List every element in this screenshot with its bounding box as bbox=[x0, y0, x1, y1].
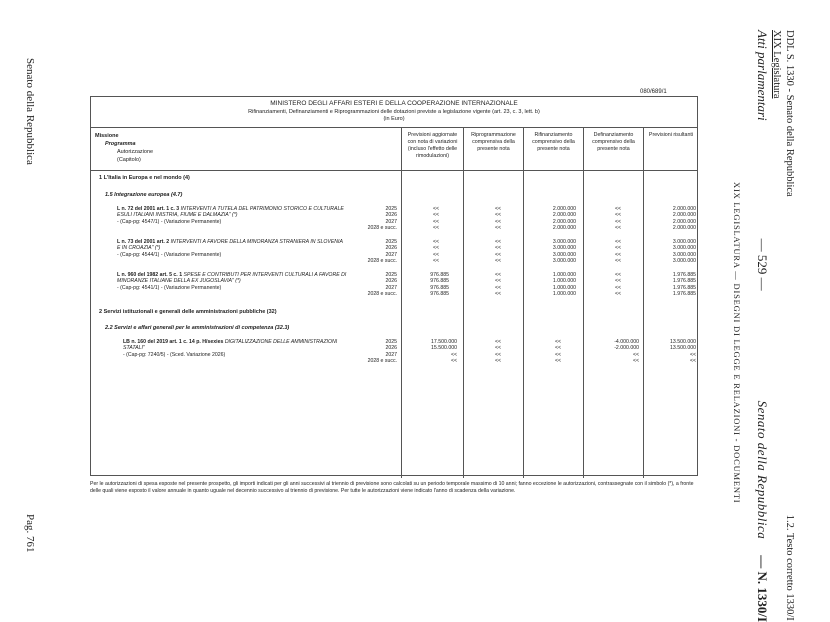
atti-label: Atti parlamentari bbox=[755, 30, 770, 121]
entry-title: SPESE E CONTRIBUTI PER INTERVENTI CULTURALI A FAVORE DI MINORANZE ITALIANE DELLA EX JUGOSLAVIA" (*) bbox=[117, 272, 347, 285]
entry-4-years bbox=[357, 339, 397, 365]
entry-1-c5 bbox=[651, 206, 696, 232]
cell-value: 3.000.000 bbox=[552, 258, 576, 265]
entry-1-c1 bbox=[409, 206, 439, 232]
entry-1-c4 bbox=[591, 206, 621, 232]
cell-value: << bbox=[614, 291, 621, 298]
year: 2027 bbox=[385, 251, 397, 258]
col-divider bbox=[401, 171, 402, 478]
cell-value: << bbox=[689, 358, 696, 365]
cell-value: << bbox=[614, 258, 621, 265]
cell-value: 1.976.885 bbox=[672, 278, 696, 285]
legislatura-label: XIX Legislatura bbox=[771, 30, 782, 99]
entry-cap: - (Cap-pg: 4547/1) - (Variazione Permanente) bbox=[117, 218, 222, 225]
table-subtitle: Rifinanziamenti, Definanziamenti e Riprogrammazioni delle dotazioni previste a legislazione vigente (art. 23, c. 3, lett. b) bbox=[248, 109, 540, 115]
entry-2-text bbox=[117, 239, 347, 258]
doc-id: 080/689/1 bbox=[640, 89, 667, 95]
cell-value: << bbox=[689, 351, 696, 358]
entry-cap: - (Cap-pg: 4544/1) - (Variazione Permanente) bbox=[117, 251, 222, 258]
cell-value: << bbox=[432, 239, 439, 245]
cell-value: << bbox=[614, 251, 621, 258]
entry-3-c3 bbox=[531, 272, 576, 298]
entry-title: INTERVENTI A FAVORE DELLA MINORANZA STRANIERA IN SLOVENIA E IN CROAZIA" (*) bbox=[117, 239, 343, 252]
cell-value: << bbox=[614, 278, 621, 285]
cell-value: << bbox=[432, 245, 439, 252]
col-divider bbox=[523, 171, 524, 478]
entry-2-c4 bbox=[591, 239, 621, 265]
cell-value: -2.000.000 bbox=[614, 345, 639, 352]
ddl-header bbox=[784, 30, 795, 621]
cell-value: << bbox=[494, 206, 501, 212]
entry-4-c4 bbox=[591, 339, 639, 365]
cell-value: << bbox=[432, 218, 439, 225]
cell-value: 1.976.885 bbox=[672, 272, 696, 278]
entry-1-years bbox=[357, 206, 397, 232]
cell-value: 3.000.000 bbox=[672, 239, 696, 245]
year: 2025 bbox=[385, 206, 397, 212]
cell-value: << bbox=[632, 358, 639, 365]
cell-value: << bbox=[494, 258, 501, 265]
cell-value: << bbox=[450, 358, 457, 365]
cell-value: 3.000.000 bbox=[552, 251, 576, 258]
cell-value: << bbox=[614, 218, 621, 225]
cell-value: 1.000.000 bbox=[552, 284, 576, 291]
legislatura-subheader: XIX LEGISLATURA — DISEGNI DI LEGGE E RELAZIONI - DOCUMENTI bbox=[732, 182, 742, 504]
year: 2026 bbox=[385, 212, 397, 219]
cell-value: 976.885 bbox=[430, 291, 449, 298]
cell-value: 2.000.000 bbox=[552, 225, 576, 232]
entry-title: INTERVENTI A TUTELA DEL PATRIMONIO STORICO E CULTURALE ESULI ITALIANI INISTRIA, FIUME E DALMAZIA" (*) bbox=[117, 206, 344, 219]
autorizzazione-label: Autorizzazione bbox=[117, 149, 154, 155]
col-previsioni-aggiornate: Previsioni aggiornate con nota di variazioni (incluso l'effetto delle rimodulazioni) bbox=[401, 128, 463, 170]
cell-value: 1.000.000 bbox=[552, 272, 576, 278]
entry-2-c1 bbox=[409, 239, 439, 265]
ministry-title: MINISTERO DEGLI AFFARI ESTERI E DELLA COOPERAZIONE INTERNAZIONALE bbox=[270, 100, 518, 107]
entry-law: L n. 73 del 2001 art. 2 bbox=[117, 239, 170, 245]
cell-value: 13.500.000 bbox=[670, 339, 696, 345]
entry-3-text bbox=[117, 272, 347, 291]
page-number: Pag. 761 bbox=[24, 514, 36, 553]
cell-value: << bbox=[614, 272, 621, 278]
cell-value: 2.000.000 bbox=[672, 225, 696, 232]
year: 2027 bbox=[385, 351, 397, 358]
atti-header bbox=[754, 30, 770, 622]
cell-value: 2.000.000 bbox=[672, 212, 696, 219]
year: 2027 bbox=[385, 218, 397, 225]
cell-value: << bbox=[450, 351, 457, 358]
column-headers bbox=[91, 128, 697, 171]
cell-value: << bbox=[494, 278, 501, 285]
entry-2-years bbox=[357, 239, 397, 265]
col-divider bbox=[463, 171, 464, 478]
cell-value: -4.000.000 bbox=[614, 339, 639, 345]
entry-4-c1 bbox=[409, 339, 457, 365]
entry-cap: - (Cap-pg: 7240/5) - (Sced. Variazione 2026) bbox=[123, 351, 226, 358]
cell-value: << bbox=[494, 225, 501, 232]
ddl-label: DDL S. 1330 - Senato della Repubblica bbox=[784, 30, 795, 197]
year: 2025 bbox=[385, 239, 397, 245]
cell-value: 976.885 bbox=[430, 278, 449, 285]
mission-1: 1 L'Italia in Europa e nel mondo (4) bbox=[99, 175, 190, 181]
entry-1-text bbox=[117, 206, 347, 225]
entry-law: LB n. 160 del 2019 art. 1 c. 14 p. H/sexies bbox=[123, 339, 224, 345]
legislatura-header bbox=[771, 30, 782, 99]
cell-value: << bbox=[494, 272, 501, 278]
cell-value: 1.000.000 bbox=[552, 291, 576, 298]
cell-value: << bbox=[432, 206, 439, 212]
cell-value: 976.885 bbox=[430, 284, 449, 291]
entry-cap: - (Cap-pg: 4541/1) - (Variazione Permanente) bbox=[117, 284, 222, 291]
footnote: Per le autorizzazioni di spesa esposte nel presente prospetto, gli importi indicati per gli anni successivi al triennio di previsione sono calcolati su un periodo temporale massimo di 10 anni; fanno eccezione le autorizzazioni, contrassegnate con il simbolo (*), a fronte delle quali viene esposto il valore annuale in quanto uguale nel decennio successivo al triennio di previsione. Per tutte le autorizzazioni viene indicato l'anno di scadenza della variazione. bbox=[90, 481, 694, 494]
senato-italic-label: Senato della Repubblica bbox=[755, 400, 770, 540]
capitolo-label: (Capitolo) bbox=[117, 157, 141, 163]
year: 2027 bbox=[385, 284, 397, 291]
cell-value: << bbox=[614, 245, 621, 252]
missione-label: Missione bbox=[95, 133, 119, 139]
cell-value: 2.000.000 bbox=[552, 212, 576, 219]
col-divider bbox=[583, 171, 584, 478]
cell-value: 976.885 bbox=[430, 272, 449, 278]
year: 2028 e succ. bbox=[367, 258, 397, 265]
cell-value: 2.000.000 bbox=[672, 218, 696, 225]
year: 2026 bbox=[385, 345, 397, 352]
col-previsioni-risultanti: Previsioni risultanti bbox=[643, 128, 698, 170]
cell-value: 3.000.000 bbox=[672, 258, 696, 265]
entry-title: DIGITALIZZAZIONE DELLE AMMINISTRAZIONI STATALI" bbox=[123, 339, 338, 352]
cell-value: << bbox=[614, 206, 621, 212]
cell-value: << bbox=[494, 245, 501, 252]
entry-2-c5 bbox=[651, 239, 696, 265]
year: 2025 bbox=[385, 272, 397, 278]
cell-value: << bbox=[494, 358, 501, 365]
mission-2: 2 Servizi istituzionali e generali delle amministrazioni pubbliche (32) bbox=[99, 309, 277, 315]
cell-value: << bbox=[494, 218, 501, 225]
cell-value: << bbox=[554, 339, 561, 345]
entry-3-c5 bbox=[651, 272, 696, 298]
cell-value: << bbox=[632, 351, 639, 358]
col-rifinanziamento: Rifinanziamento comprensivo della presente nota bbox=[523, 128, 583, 170]
entry-3-c1 bbox=[409, 272, 449, 298]
entry-4-c5 bbox=[651, 339, 696, 365]
cell-value: 2.000.000 bbox=[672, 206, 696, 212]
program-1-5: 1.5 Integrazione europea (4.7) bbox=[105, 192, 183, 198]
year: 2025 bbox=[385, 339, 397, 345]
cell-value: << bbox=[494, 345, 501, 352]
entry-4-c2 bbox=[471, 339, 501, 365]
cell-value: 3.000.000 bbox=[672, 251, 696, 258]
cell-value: 3.000.000 bbox=[552, 245, 576, 252]
entry-2-c3 bbox=[531, 239, 576, 265]
cell-value: << bbox=[494, 251, 501, 258]
cell-value: 17.500.000 bbox=[431, 339, 457, 345]
year: 2028 e succ. bbox=[367, 358, 397, 365]
cell-value: << bbox=[614, 225, 621, 232]
cell-value: << bbox=[432, 251, 439, 258]
entry-2-c2 bbox=[471, 239, 501, 265]
cell-value: << bbox=[494, 291, 501, 298]
cell-value: 15.500.000 bbox=[431, 345, 457, 352]
cell-value: 2.000.000 bbox=[552, 206, 576, 212]
col-divider bbox=[643, 171, 644, 478]
cell-value: << bbox=[494, 212, 501, 219]
cell-value: << bbox=[494, 239, 501, 245]
cell-value: << bbox=[614, 239, 621, 245]
senato-side-label: Senato della Repubblica bbox=[24, 58, 36, 165]
cell-value: << bbox=[432, 258, 439, 265]
entry-law: L n. 72 del 2001 art. 1 c. 3 bbox=[117, 206, 180, 212]
entry-law: L n. 960 del 1982 art. 5 c. 1 bbox=[117, 272, 183, 278]
entry-4-text bbox=[123, 339, 345, 358]
programma-label: Programma bbox=[105, 141, 136, 147]
budget-table bbox=[90, 96, 698, 476]
cell-value: << bbox=[494, 339, 501, 345]
cell-value: << bbox=[554, 358, 561, 365]
entry-4-c3 bbox=[531, 339, 561, 365]
cell-value: << bbox=[432, 212, 439, 219]
cell-value: 13.500.000 bbox=[670, 345, 696, 352]
print-page-number: — 529 — bbox=[755, 238, 770, 291]
entry-1-c2 bbox=[471, 206, 501, 232]
cell-value: 1.000.000 bbox=[552, 278, 576, 285]
year: 2026 bbox=[385, 278, 397, 285]
cell-value: << bbox=[554, 351, 561, 358]
cell-value: 3.000.000 bbox=[552, 239, 576, 245]
cell-value: << bbox=[494, 284, 501, 291]
cell-value: 3.000.000 bbox=[672, 245, 696, 252]
cell-value: << bbox=[614, 212, 621, 219]
cell-value: 1.976.885 bbox=[672, 284, 696, 291]
cell-value: 2.000.000 bbox=[552, 218, 576, 225]
year: 2026 bbox=[385, 245, 397, 252]
col-riprogrammazione: Riprogrammazione comprensiva della presente nota bbox=[463, 128, 523, 170]
cell-value: << bbox=[554, 345, 561, 352]
entry-3-c4 bbox=[591, 272, 621, 298]
testo-corretto-label: 1.2. Testo corretto 1330/I bbox=[784, 514, 795, 621]
year: 2028 e succ. bbox=[367, 225, 397, 232]
cell-value: << bbox=[614, 284, 621, 291]
table-header bbox=[91, 97, 697, 128]
year: 2028 e succ. bbox=[367, 291, 397, 298]
unit-label: (in Euro) bbox=[383, 116, 405, 122]
program-2-2: 2.2 Servizi e affari generali per le amministrazioni di competenza (32.3) bbox=[105, 325, 290, 331]
doc-number: — N. 1330/I bbox=[755, 555, 770, 622]
cell-value: << bbox=[432, 225, 439, 232]
cell-value: << bbox=[494, 351, 501, 358]
entry-1-c3 bbox=[531, 206, 576, 232]
entry-3-c2 bbox=[471, 272, 501, 298]
cell-value: 1.976.885 bbox=[672, 291, 696, 298]
entry-3-years bbox=[357, 272, 397, 298]
col-definanziamento: Definanziamento comprensivo della presente nota bbox=[583, 128, 643, 170]
row-header-labels bbox=[95, 132, 153, 164]
